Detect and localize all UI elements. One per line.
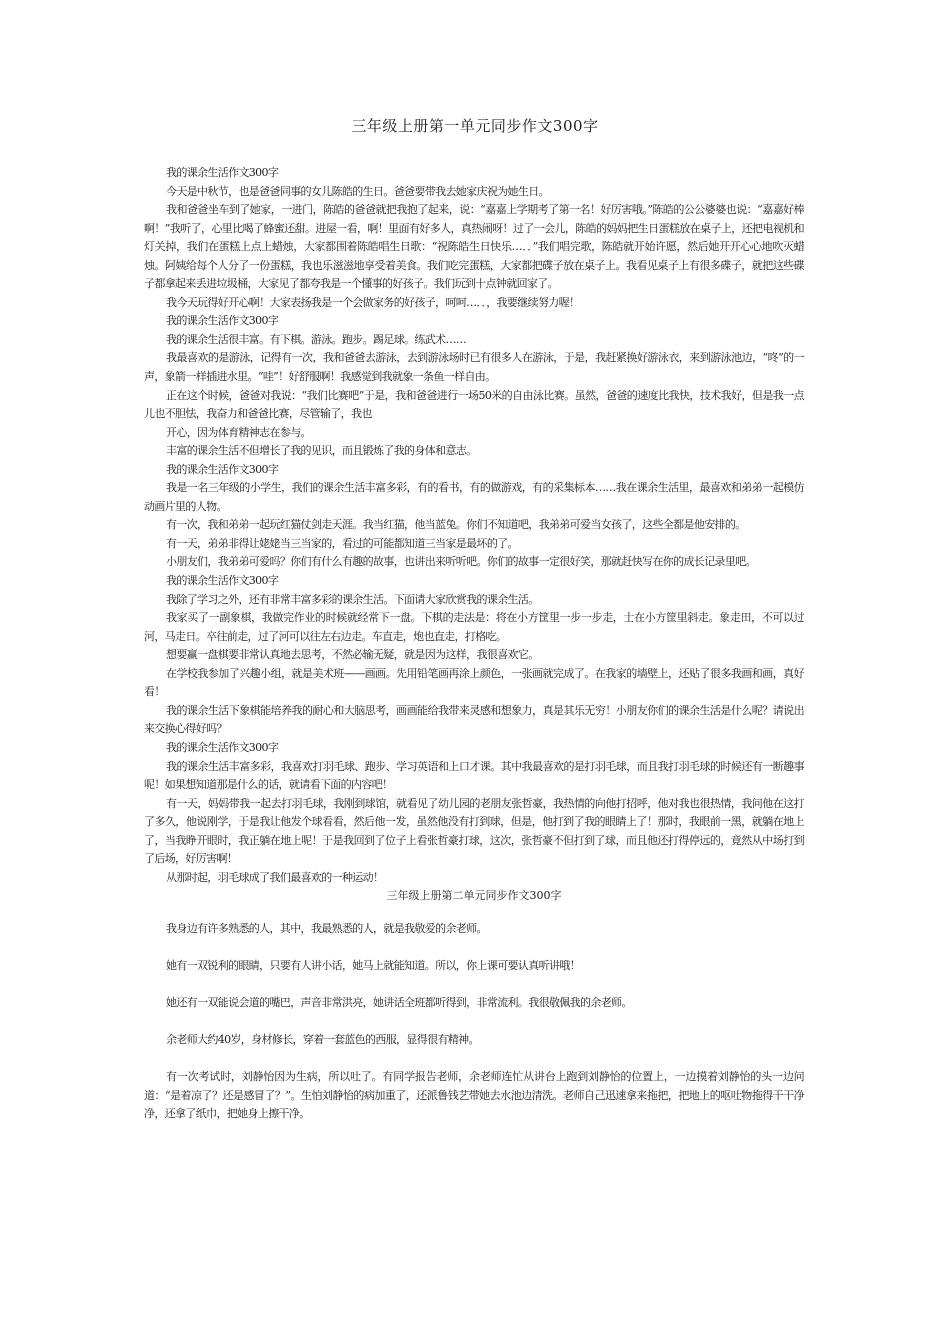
paragraph: 我最喜欢的是游泳，记得有一次，我和爸爸去游泳，去到游泳场时已有很多人在游泳，于是，我赶紧换好游泳衣，来到游泳池边，“咚”的一声，象箭一样插进水里。“哇”！好舒服啊！我感觉到我就象一条鱼一样自由。 [144, 351, 804, 384]
paragraph: 我的课余生活作文300字 [166, 166, 279, 179]
paragraph: 她还有一双能说会道的嘴巴，声音非常洪亮，她讲话全班都听得到，非常流利。我很敬佩我的余老师。 [166, 995, 632, 1009]
paragraph: 今天是中秋节，也是爸爸同事的女儿陈皓的生日。爸爸要带我去她家庆祝为她生日。 [166, 184, 549, 198]
unit1-section [144, 164, 804, 887]
paragraph: 在学校我参加了兴趣小组，就是美术班——画画。先用铅笔画再涂上颜色，一张画就完成了。在我家的墙壁上，还贴了很多我画和画，真好看！ [144, 666, 804, 699]
document-title: 三年级上册第一单元同步作文300字 [351, 117, 599, 135]
paragraph: 我和爸爸坐车到了她家，一进门，陈皓的爸爸就把我抱了起来，说：“嘉嘉上学期考了第一名！好厉害哦。”陈皓的公公婆婆也说：“嘉嘉好棒啊！”我听了，心里比喝了蜂蜜还甜。进屋一看，啊！里面有好多人，真热闹呀！过了一会儿，陈皓的妈妈把生日蛋糕放在桌子上，还把电视机和灯关掉，我们在蛋糕上点上蜡烛，大家都围着陈皓唱生日歌：“祝陈皓生日快乐…．．”我们唱完歌，陈皓就开始许愿，然后她开开心心地吹灭蜡烛。阿姨给每个人分了一份蛋糕，我也乐滋滋地享受着美食。我们吃完蛋糕，大家都把碟子放在桌子上。我看见桌子上有很多碟子，就把这些碟子都拿起来丢进垃圾桶，大家见了都夸我是一个懂事的好孩子。我们玩到十点钟就回家了。 [144, 203, 804, 291]
paragraph: 有一次，我和弟弟一起玩红猫仗剑走天涯。我当红猫，他当蓝兔。你们不知道吧，我弟弟可爱当女孩了，这些全都是他安排的。 [166, 518, 746, 532]
paragraph: 有一次考试时，刘静怡因为生病，所以吐了。有同学报告老师，余老师连忙从讲台上跑到刘静怡的位置上，一边摸着刘静怡的头一边问道：“是着凉了？还是感冒了？”。生怕刘静怡的病加重了，还派鲁钱艺带她去水池边清洗。老师自己迅速拿来拖把，把地上的呕吐物拖得干干净净，还拿了纸巾，把她身上擦干净。 [144, 1070, 804, 1121]
paragraph: 丰富的课余生活不但增长了我的见识，而且锻炼了我的身体和意志。 [166, 444, 477, 458]
paragraph: 余老师大约40岁，身材修长，穿着一套蓝色的西服，显得很有精神。 [166, 1032, 479, 1046]
paragraph: 正在这个时候，爸爸对我说：“我们比赛吧”于是，我和爸爸进行一场50米的自由泳比赛。虽然，爸爸的速度比我快，技术我好，但是我一点儿也不胆怯，我奋力和爸爸比赛，尽管输了，我也 [144, 388, 804, 421]
paragraph: 我今天玩得好开心啊！大家表扬我是一个会做家务的好孩子，呵呵…．．，我要继续努力喔！ [166, 295, 580, 309]
document-body [144, 164, 804, 1142]
paragraph: 我的课余生活很丰富。有下棋。游泳。跑步。踢足球。练武术…… [166, 332, 467, 346]
paragraph: 有一天，弟弟非得让姥姥当三当家的，看过的可能都知道三当家是最坏的了。 [166, 536, 518, 550]
unit2-section [144, 920, 804, 1124]
paragraph: 我的课余生活作文300字 [166, 314, 279, 328]
paragraph: 有一天，妈妈带我一起去打羽毛球，我刚到球馆，就看见了幼儿园的老朋友张哲豪，我热情的向他打招呼，他对我也很热情，我问他在这打了多久，他说刚学，于是我让他发个球看看，然后他一发，虽然他没有打到球，但是，他打到了我的眼睛上了！那时，我眼前一黑，就躺在地上了，当我睁开眼时，我正躺在地上呢！于是我回到了位子上看张哲豪打球，这次，张哲豪不但打到了球，而且他还打得停远的，竟然从中场打到了后场，好厉害啊！ [144, 796, 804, 866]
paragraph: 我的课余生活作文300字 [166, 574, 279, 588]
paragraph: 我身边有许多熟悉的人，其中，我最熟悉的人，就是我敬爱的余老师。 [166, 921, 487, 935]
paragraph: 我的课余生活作文300字 [166, 740, 279, 754]
paragraph: 我除了学习之外，还有非常丰富多彩的课余生活。下面请大家欣赏我的课余生活。 [166, 592, 539, 606]
paragraph: 她有一双锐利的眼睛，只要有人讲小话，她马上就能知道。所以，你上课可要认真听讲哦！ [166, 958, 580, 972]
paragraph: 我家买了一副象棋，我做完作业的时候就经常下一盘。下棋的走法是：将在小方筐里一步一步走，士在小方筐里斜走。象走田，不可以过河，马走日。卒往前走，过了河可以往左右边走。车直走，炮也直走，打格吃。 [144, 611, 804, 643]
paragraph: 开心，因为体育精神志在参与。 [166, 425, 311, 439]
paragraph: 小朋友们，我弟弟可爱吗？你们有什么有趣的故事，也讲出来听听吧。你们的故事一定很好笑，那就赶快写在你的成长记录里吧。 [166, 555, 756, 569]
paragraph: 想要赢一盘棋要非常认真地去思考，不然必输无疑，就是因为这样，我很喜欢它。 [166, 648, 539, 662]
paragraph: 我的课余生活丰富多彩，我喜欢打羽毛球、跑步、学习英语和上口才课。其中我最喜欢的是打羽毛球，而且我打羽毛球的时候还有一断趣事呢！如果想知道那是什么的话，就请看下面的内容吧！ [144, 759, 804, 792]
paragraph: 我是一名三年级的小学生，我们的课余生活丰富多彩，有的看书，有的做游戏，有的采集标本……我在课余生活里，最喜欢和弟弟一起模仿动画片里的人物。 [144, 481, 804, 513]
paragraph: 我的课余生活下象棋能培养我的耐心和大脑思考，画画能给我带来灵感和想象力，真是其乐无穷！小朋友你们的课余生活是什么呢？请说出来交换心得好吗？ [144, 703, 804, 736]
paragraph: 我的课余生活作文300字 [166, 462, 279, 476]
unit2-title: 三年级上册第二单元同步作文300字 [386, 889, 562, 903]
paragraph: 从那时起，羽毛球成了我们最喜欢的一种运动！ [166, 870, 384, 884]
